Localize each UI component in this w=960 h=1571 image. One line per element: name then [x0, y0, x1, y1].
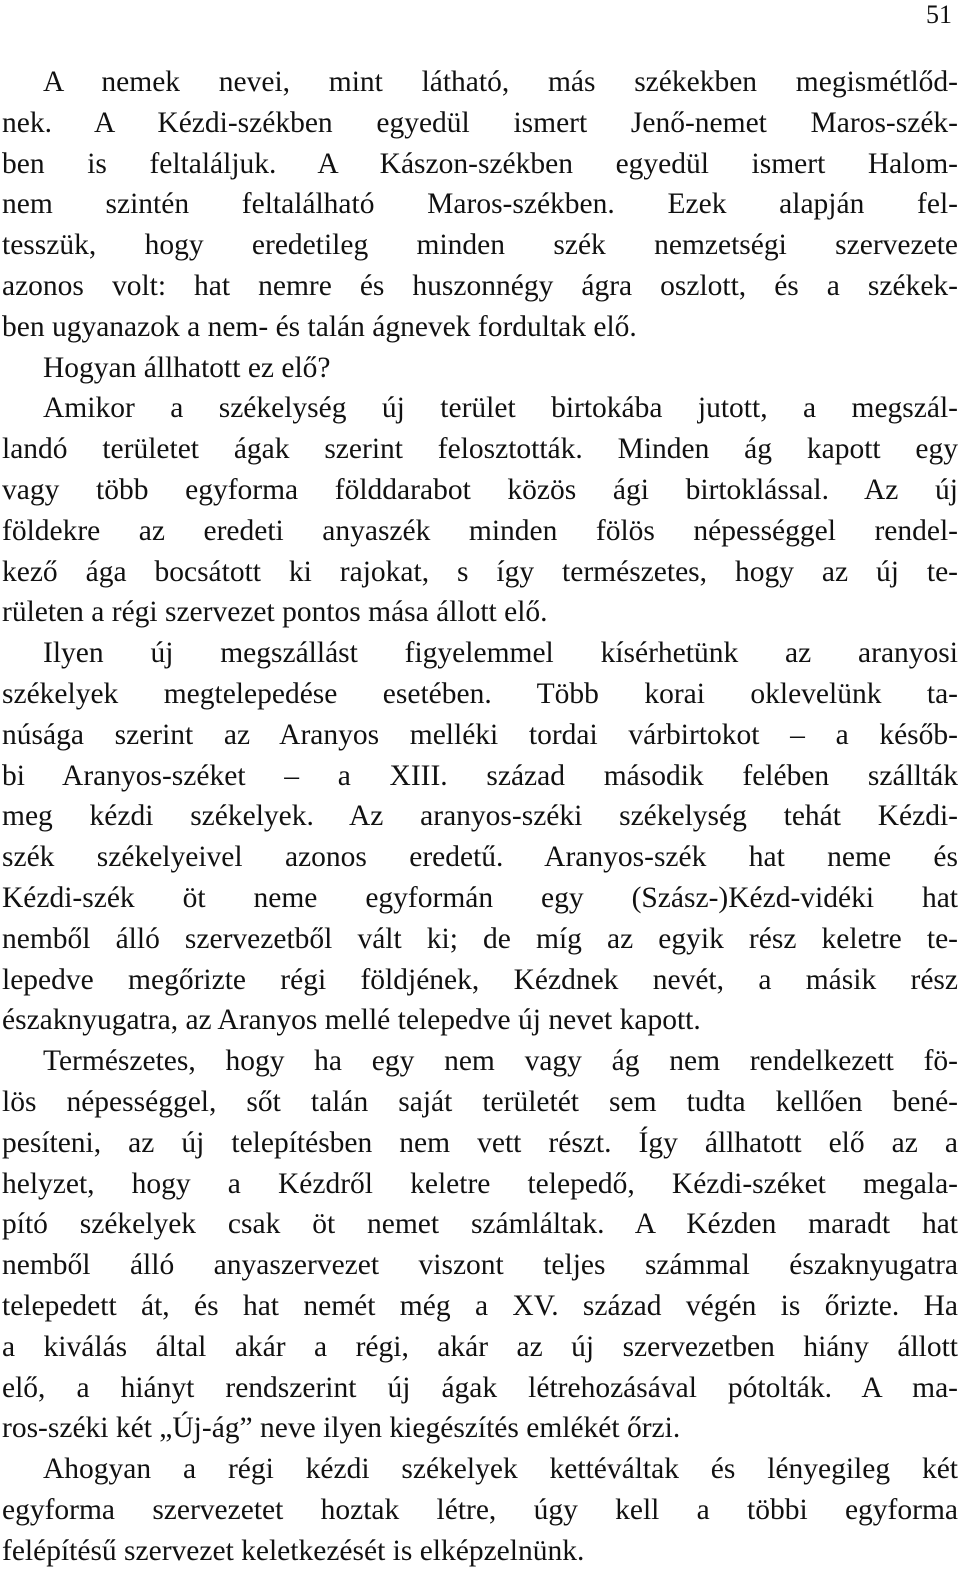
text-line: Hogyan állhatott ez elő?: [43, 351, 331, 384]
text-line: helyzet, hogy a Kézdről keletre telepedő, Kézdi-széket megala-: [2, 1167, 958, 1200]
text-line: nemből álló anyaszervezet viszont teljes számmal északnyugatra: [2, 1249, 958, 1282]
text-line: székelyek megtelepedése esetében. Több korai oklevelünk ta-: [2, 677, 958, 710]
text-line: Ilyen új megszállást figyelemmel kísérhetünk az aranyosi: [43, 637, 958, 670]
text-line: lös népességgel, sőt talán saját területét sem tudta kellően bené-: [2, 1085, 958, 1118]
text-line: vagy több egyforma földdarabot közös ági birtoklással. Az új: [2, 473, 958, 506]
text-line: A nemek nevei, mint látható, más székekben megismétlőd-: [43, 66, 958, 98]
text-line: rületen a régi szervezet pontos mása állott elő.: [2, 596, 548, 629]
text-line: nem szintén feltalálható Maros-székben. Ezek alapján fel-: [2, 188, 958, 221]
body-text: [2, 62, 958, 1571]
text-line: ros-széki két „Új-ág” neve ilyen kiegészítés emlékét őrzi.: [2, 1412, 681, 1445]
text-line: a kiválás által akár a régi, akár az új szervezetben hiány állott: [2, 1330, 958, 1363]
text-line: lepedve megőrizte régi földjének, Kézdnek nevét, a másik rész: [2, 963, 958, 996]
text-line: Amikor a székelység új terület birtokába jutott, a megszál-: [43, 392, 958, 425]
text-line: landó területet ágak szerint felosztották. Minden ág kapott egy: [2, 433, 958, 466]
text-line: núsága szerint az Aranyos melléki tordai várbirtokot – a későb-: [2, 718, 958, 751]
text-line: bi Aranyos-széket – a XIII. század második felében szállták: [2, 759, 958, 792]
text-line: elő, a hiányt rendszerint új ágak létrehozásával pótolták. A ma-: [2, 1371, 958, 1404]
text-line: nek. A Kézdi-székben egyedül ismert Jenő-nemet Maros-szék-: [2, 106, 958, 139]
text-line: telepedett át, és hat nemét még a XV. század végén is őrizte. Ha: [2, 1289, 958, 1322]
text-line: Kézdi-szék öt neme egyformán egy (Szász-)Kézd-vidéki hat: [2, 881, 958, 914]
text-line: kező ága bocsátott ki rajokat, s így természetes, hogy az új te-: [2, 555, 958, 588]
text-line: ben ugyanazok a nem- és talán ágnevek fordultak elő.: [2, 310, 637, 343]
text-line: felépítésű szervezet keletkezését is elképzelnünk.: [2, 1534, 585, 1567]
text-line: Ahogyan a régi kézdi székelyek kettéváltak és lényegileg két: [43, 1453, 958, 1486]
text-line: azonos volt: hat nemre és huszonnégy ágra oszlott, és a székek-: [2, 269, 958, 302]
text-line: meg kézdi székelyek. Az aranyos-széki székelység tehát Kézdi-: [2, 800, 958, 833]
text-line: északnyugatra, az Aranyos mellé telepedve új nevet kapott.: [2, 1004, 701, 1037]
text-line: pító székelyek csak öt nemet számláltak. A Kézden maradt hat: [2, 1208, 958, 1241]
text-line: pesíteni, az új telepítésben nem vett részt. Így állhatott elő az a: [2, 1126, 958, 1159]
text-line: tesszük, hogy eredetileg minden szék nemzetségi szervezete: [2, 229, 958, 262]
text-line: Természetes, hogy ha egy nem vagy ág nem rendelkezett fö-: [43, 1045, 958, 1078]
text-line: egyforma szervezetet hoztak létre, úgy kell a többi egyforma: [2, 1493, 958, 1526]
text-line: nemből álló szervezetből vált ki; de míg az egyik rész keletre te-: [2, 922, 958, 955]
text-line: szék székelyeivel azonos eredetű. Aranyos-szék hat neme és: [2, 841, 958, 874]
text-line: ben is feltaláljuk. A Kászon-székben egyedül ismert Halom-: [2, 147, 958, 180]
page-number: 51: [926, 0, 952, 29]
text-line: földekre az eredeti anyaszék minden fölös népességgel rendel-: [2, 514, 958, 547]
